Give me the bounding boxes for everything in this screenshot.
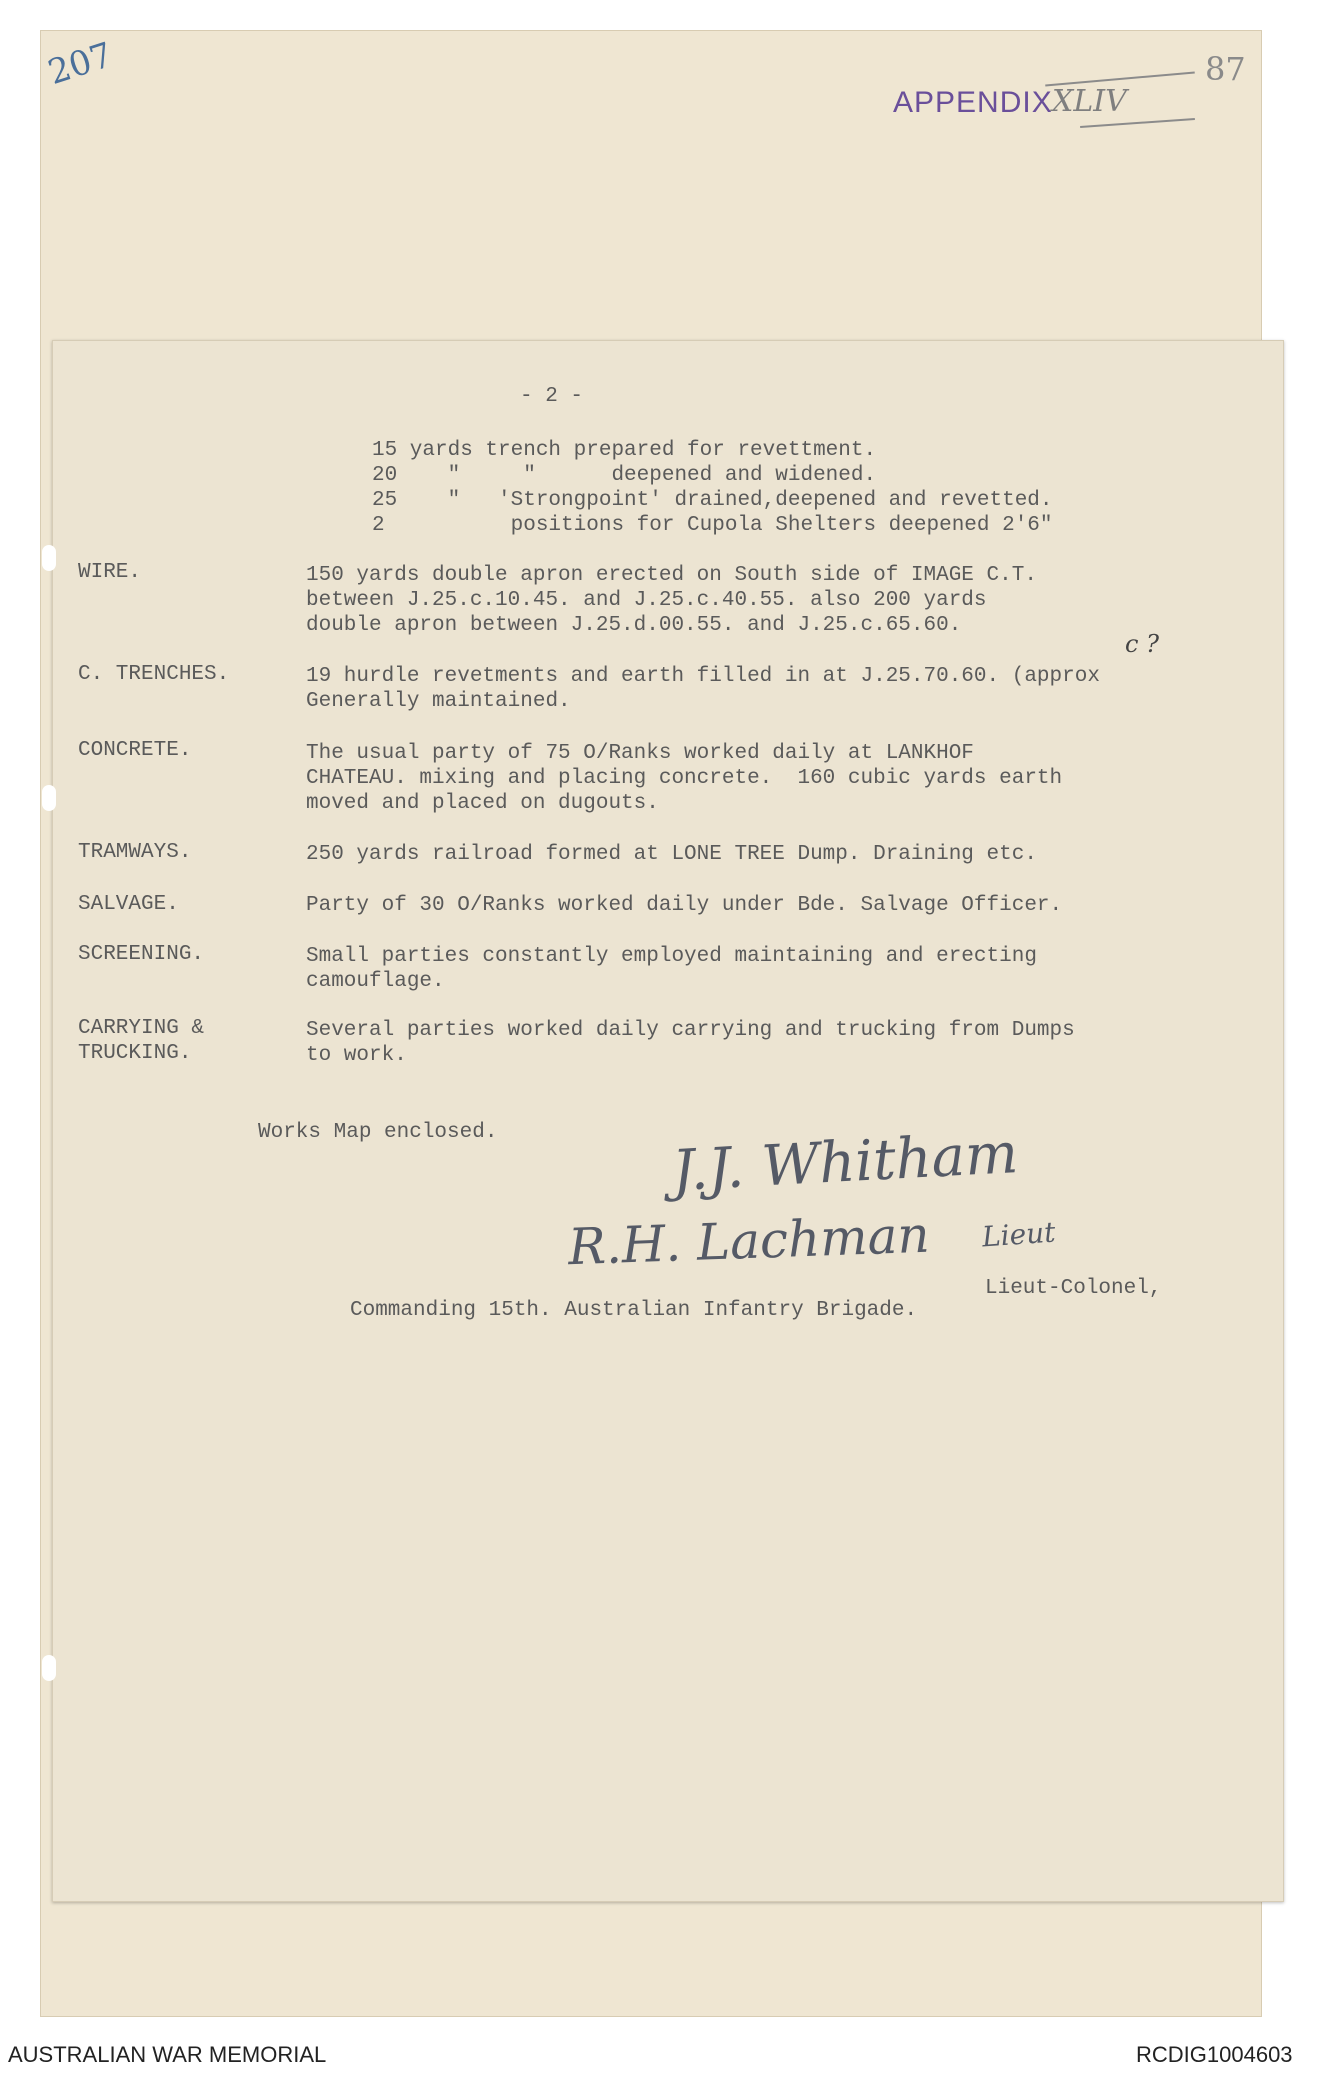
punch-hole [42, 1655, 56, 1681]
rank-line: Lieut-Colonel, [985, 1277, 1162, 1300]
section-text-concrete: The usual party of 75 O/Ranks worked daily at LANKHOF CHATEAU. mixing and placing concrete. 160 cubic yards earth moved and placed on dugouts. [306, 742, 1063, 815]
section-text-wire: 150 yards double apron erected on South side of IMAGE C.T. between J.25.c.10.45. and J.25.c.40.55. also 200 yards double apron between J.25.d.00.55. and J.25.c.65.60. [306, 564, 1037, 637]
section-text-carrying-trucking: Several parties worked daily carrying and trucking from Dumps to work. [306, 1019, 1075, 1067]
appendix-number: XLIV [1052, 84, 1127, 119]
enclosure-note: Works Map enclosed. [258, 1121, 498, 1144]
back-sheet-lower [52, 1900, 1252, 2005]
punch-hole [42, 785, 56, 811]
section-label-carrying-trucking: CARRYING & TRUCKING. [78, 1017, 205, 1065]
section-label-c-trenches: C. TRENCHES. [78, 663, 230, 686]
signature-rank: Lieut [980, 1215, 1057, 1254]
footer-institution: AUSTRALIAN WAR MEMORIAL [8, 2042, 327, 2067]
command-line: Commanding 15th. Australian Infantry Brigade. [350, 1299, 918, 1322]
trench-line: 15 yards trench prepared for revettment. [372, 439, 877, 462]
section-label-screening: SCREENING. [78, 943, 205, 966]
section-label-tramways: TRAMWAYS. [78, 841, 192, 864]
signature-lower: R.H. Lachman [567, 1205, 931, 1277]
page-number: - 2 - [520, 385, 584, 408]
section-text-tramways: 250 yards railroad formed at LONE TREE Dump. Draining etc. [306, 843, 1037, 866]
trench-line: 25 " 'Strongpoint' drained,deepened and revetted. [372, 489, 1053, 512]
section-text-salvage: Party of 30 O/Ranks worked daily under Bde. Salvage Officer. [306, 894, 1063, 917]
trench-line: 20 " " deepened and widened. [372, 464, 877, 487]
folio-number-right: 87 [1205, 50, 1246, 88]
section-label-wire: WIRE. [78, 561, 142, 584]
folio-number-left: 207 [43, 34, 118, 94]
section-label-concrete: CONCRETE. [78, 739, 192, 762]
section-text-screening: Small parties constantly employed maintaining and erecting camouflage. [306, 945, 1037, 993]
handwritten-annotation: c ? [1125, 630, 1159, 658]
punch-hole [42, 545, 56, 571]
appendix-stamp: APPENDIX [893, 86, 1053, 119]
section-text-c-trenches: 19 hurdle revetments and earth filled in at J.25.70.60. (approx Generally maintained. [306, 665, 1100, 713]
trench-line: 2 positions for Cupola Shelters deepened 2'6" [372, 514, 1053, 537]
section-label-salvage: SALVAGE. [78, 893, 179, 916]
footer-record-id: RCDIG1004603 [1136, 2042, 1293, 2067]
signature-upper: J.J. Whitham [670, 1120, 1020, 1205]
